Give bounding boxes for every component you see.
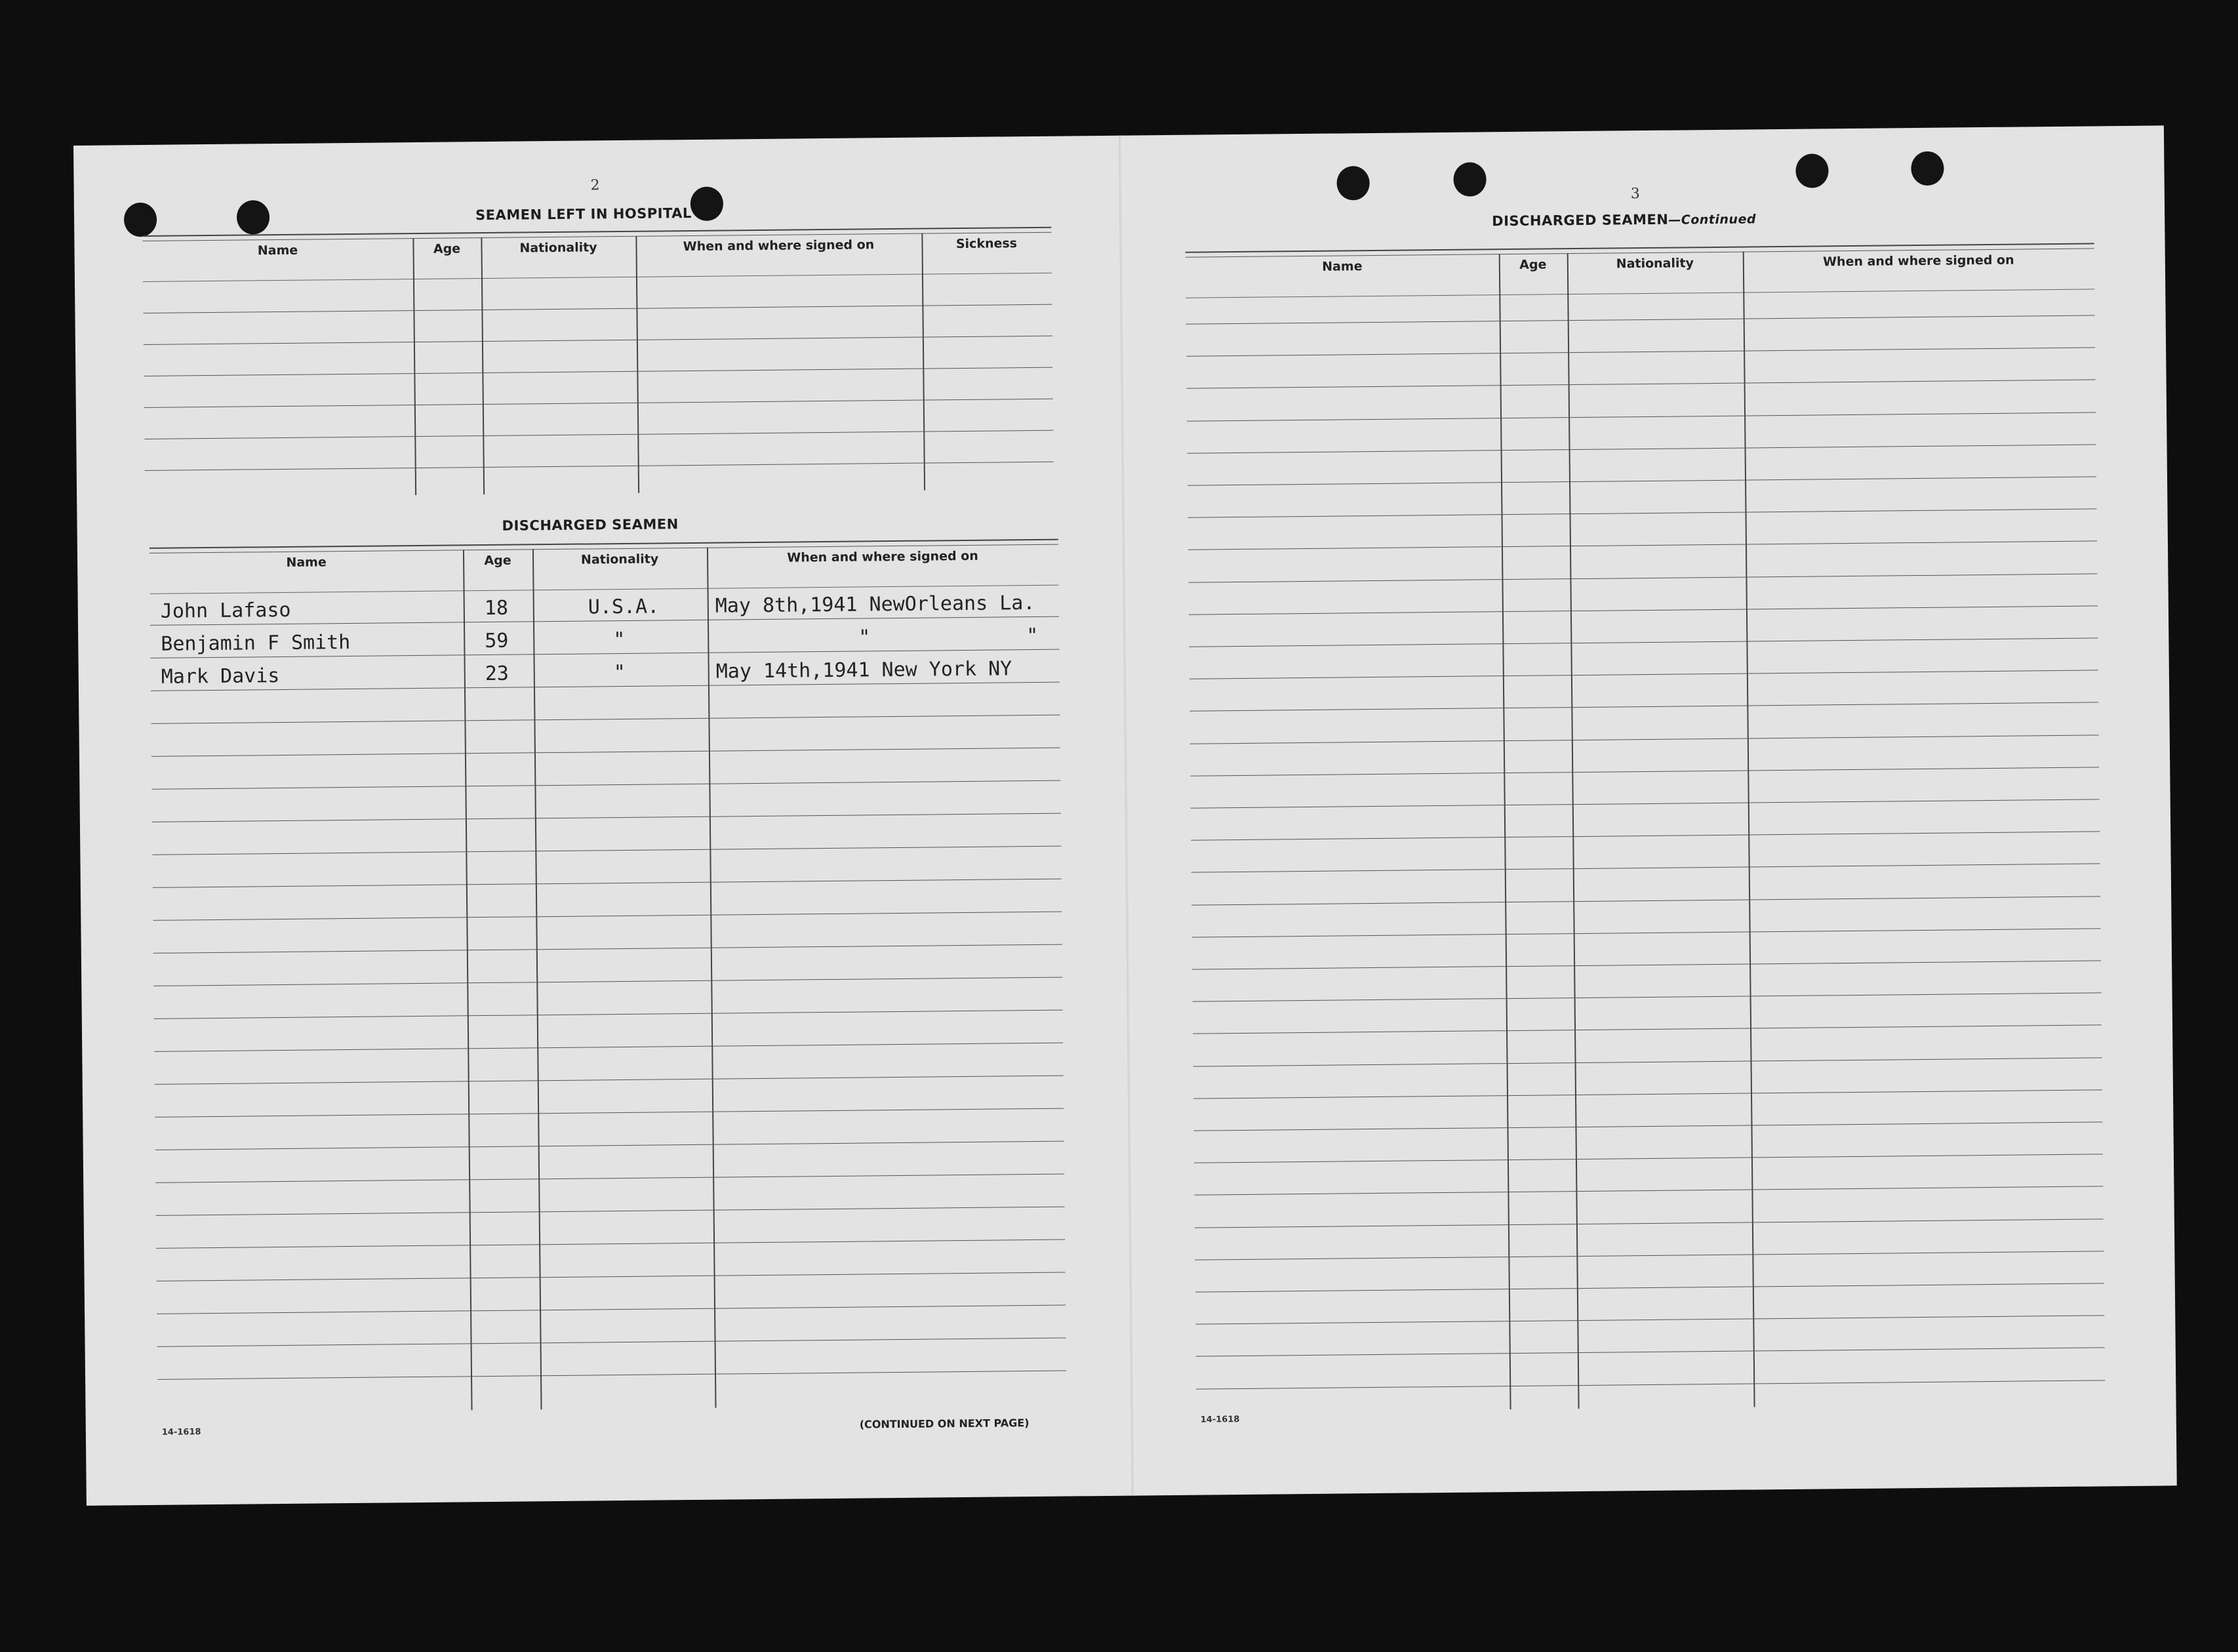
table-row: [1193, 1057, 2102, 1066]
table-row: [1195, 1316, 2104, 1325]
table-row: [1192, 960, 2101, 969]
table-row: [1193, 993, 2102, 1002]
left-page-number: 2: [590, 177, 600, 194]
table-row: [1186, 348, 2095, 357]
punch-hole-6: [1795, 153, 1828, 188]
punch-hole-5: [1453, 162, 1486, 196]
table-row: [1192, 928, 2101, 937]
discharged-table: [150, 539, 1067, 1413]
table-row: [1188, 509, 2097, 518]
hospital-col-sickness: Sickness: [955, 236, 1018, 252]
seaman-signed-on-ditto-2: ": [1026, 624, 1039, 648]
table-row: [1194, 1154, 2103, 1163]
table-row: [1191, 799, 2100, 808]
table-row: [1189, 670, 2098, 679]
right-page-number: 3: [1630, 186, 1640, 203]
seaman-signed-on: May 8th,1941 NewOrleans La.: [715, 591, 1035, 618]
seaman-name: John Lafaso: [160, 598, 291, 623]
right-col-signed-on: When and where signed on: [1822, 252, 2014, 270]
seaman-signed-on-ditto: ": [858, 626, 871, 649]
hospital-row: [145, 462, 1054, 471]
table-row: [1194, 1186, 2103, 1196]
seaman-nationality: ": [613, 628, 626, 652]
right-section-title: [1492, 211, 1756, 229]
hospital-row: [144, 367, 1052, 376]
discharged-section-title: DISCHARGED SEAMEN: [502, 516, 679, 534]
seaman-age: 18: [484, 596, 509, 620]
table-row: [1195, 1251, 2104, 1260]
seaman-age: 23: [485, 662, 510, 686]
right-col-nationality: Nationality: [1616, 256, 1694, 272]
discharged-col-age: Age: [484, 553, 511, 569]
discharged-col-name: Name: [286, 555, 327, 570]
table-row: [1191, 864, 2100, 873]
right-col-name: Name: [1322, 259, 1363, 274]
table-row: [1190, 735, 2099, 744]
table-row: [1188, 444, 2096, 453]
punch-hole-4: [1336, 166, 1369, 200]
discharged-col-signed-on: When and where signed on: [787, 548, 978, 565]
table-row: [1189, 702, 2098, 712]
punch-hole-2: [237, 200, 270, 234]
table-row: [1188, 573, 2097, 582]
table-row: [1191, 832, 2100, 841]
right-title-main: DISCHARGED SEAMEN: [1492, 211, 1669, 230]
page-fold: [1119, 136, 1136, 1496]
hospital-col-age: Age: [433, 241, 461, 256]
seaman-nationality: U.S.A.: [588, 595, 660, 619]
hospital-row: [144, 336, 1052, 345]
table-row: [1195, 1219, 2104, 1228]
discharged-col-nationality: Nationality: [580, 552, 659, 567]
table-row: [1196, 1380, 2105, 1389]
seaman-name: Mark Davis: [161, 664, 280, 689]
table-row: [1187, 412, 2096, 421]
punch-hole-3: [690, 186, 723, 220]
punch-hole-7: [1911, 151, 1944, 186]
right-discharged-table: [1186, 243, 2106, 1412]
table-row: [1187, 380, 2096, 389]
hospital-row: [144, 399, 1053, 408]
right-form-number: 14-1618: [1200, 1415, 1240, 1425]
table-row: [1189, 637, 2098, 647]
hospital-col-signed-on: When and where signed on: [683, 237, 875, 254]
table-row: [1191, 896, 2100, 905]
table-row: [1186, 315, 2095, 324]
right-title-continued: —Continued: [1668, 212, 1757, 228]
table-row: [1196, 1348, 2105, 1357]
seaman-name: Benjamin F Smith: [161, 630, 351, 656]
seaman-age: 59: [485, 629, 509, 653]
table-row: [1188, 476, 2096, 485]
table-row: [1190, 767, 2099, 776]
document-sheet: [73, 125, 2177, 1506]
continued-note: (CONTINUED ON NEXT PAGE): [859, 1417, 1029, 1431]
table-row: [1195, 1283, 2104, 1292]
table-row: [1193, 1025, 2102, 1034]
seaman-signed-on: May 14th,1941 New York NY: [715, 657, 1012, 683]
hospital-section-title: SEAMEN LEFT IN HOSPITAL: [475, 205, 692, 224]
table-row: [1193, 1089, 2102, 1098]
hospital-row: [143, 304, 1052, 313]
table-row: [1193, 1121, 2102, 1131]
hospital-row: [144, 430, 1053, 439]
left-form-number: 14-1618: [161, 1427, 201, 1438]
right-col-age: Age: [1519, 257, 1547, 272]
table-row: [1189, 605, 2098, 614]
hospital-col-nationality: Nationality: [519, 240, 597, 256]
table-row: [1188, 541, 2097, 550]
hospital-col-name: Name: [257, 243, 298, 258]
seaman-nationality: ": [613, 660, 626, 685]
hospital-table: [142, 227, 1054, 498]
punch-hole-1: [124, 203, 157, 237]
